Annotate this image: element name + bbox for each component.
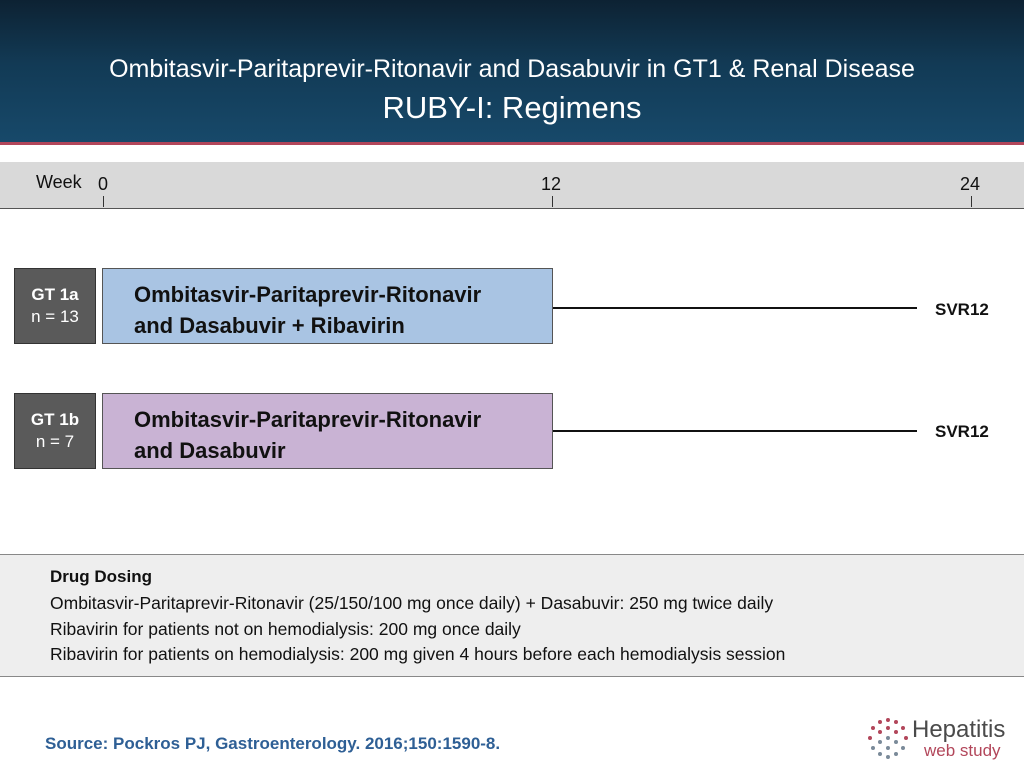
week-tick-label-24: 24 bbox=[960, 174, 981, 194]
arm-gt1b-regimen bbox=[102, 393, 553, 469]
source-citation: Source: Pockros PJ, Gastroenterology. 2016;150:1590-8. bbox=[45, 734, 501, 753]
dotted-globe-icon bbox=[866, 716, 910, 760]
week-tick-12 bbox=[552, 196, 553, 207]
arm-gt1b-box bbox=[14, 393, 96, 469]
logo-text-hepatitis: Hepatitis bbox=[912, 716, 1006, 743]
header-divider bbox=[0, 142, 1024, 145]
week-tick-label-0: 0 bbox=[98, 174, 109, 194]
arm-gt1b-genotype: GT 1b bbox=[30, 410, 80, 429]
arm-gt1a-regimen-line1: Ombitasvir-Paritaprevir-Ritonavir bbox=[134, 282, 482, 307]
week-label: Week bbox=[36, 172, 82, 192]
drug-dosing-line-3: Ribavirin for patients on hemodialysis: 200 mg given 4 hours before each hemodialysis session bbox=[50, 644, 786, 664]
week-tick-0 bbox=[103, 196, 104, 207]
page-title: Ombitasvir-Paritaprevir-Ritonavir and Dasabuvir in GT1 & Renal Disease bbox=[109, 55, 915, 83]
arm-gt1b-regimen-line1: Ombitasvir-Paritaprevir-Ritonavir bbox=[134, 407, 482, 432]
drug-dosing-title: Drug Dosing bbox=[50, 567, 152, 586]
drug-dosing-line-2: Ribavirin for patients not on hemodialysis: 200 mg once daily bbox=[50, 619, 521, 639]
week-tick-24 bbox=[971, 196, 972, 207]
arm-gt1a-n: n = 13 bbox=[31, 307, 79, 326]
arm-gt1a-box bbox=[14, 268, 96, 344]
logo-text-web-study: web study bbox=[924, 741, 1001, 760]
arm-gt1b-followup-line bbox=[553, 430, 917, 432]
arm-gt1a-regimen bbox=[102, 268, 553, 344]
week-timeline bbox=[0, 162, 1024, 209]
arm-gt1b-regimen-line2: and Dasabuvir bbox=[134, 438, 286, 463]
arm-gt1a-regimen-line2: and Dasabuvir + Ribavirin bbox=[134, 313, 405, 338]
hepatitis-web-study-logo bbox=[866, 714, 1016, 762]
arm-gt1b-n: n = 7 bbox=[35, 432, 75, 451]
arm-gt1a-genotype: GT 1a bbox=[31, 285, 79, 304]
week-tick-label-12: 12 bbox=[541, 174, 562, 194]
page-subtitle: RUBY-I: Regimens bbox=[382, 90, 642, 125]
arm-gt1b-endpoint: SVR12 bbox=[935, 422, 989, 441]
drug-dosing-line-1: Ombitasvir-Paritaprevir-Ritonavir (25/150/100 mg once daily) + Dasabuvir: 250 mg twice daily bbox=[50, 593, 774, 613]
arm-gt1a-followup-line bbox=[553, 307, 917, 309]
drug-dosing-panel bbox=[0, 554, 1024, 677]
arm-gt1a-endpoint: SVR12 bbox=[935, 300, 989, 319]
